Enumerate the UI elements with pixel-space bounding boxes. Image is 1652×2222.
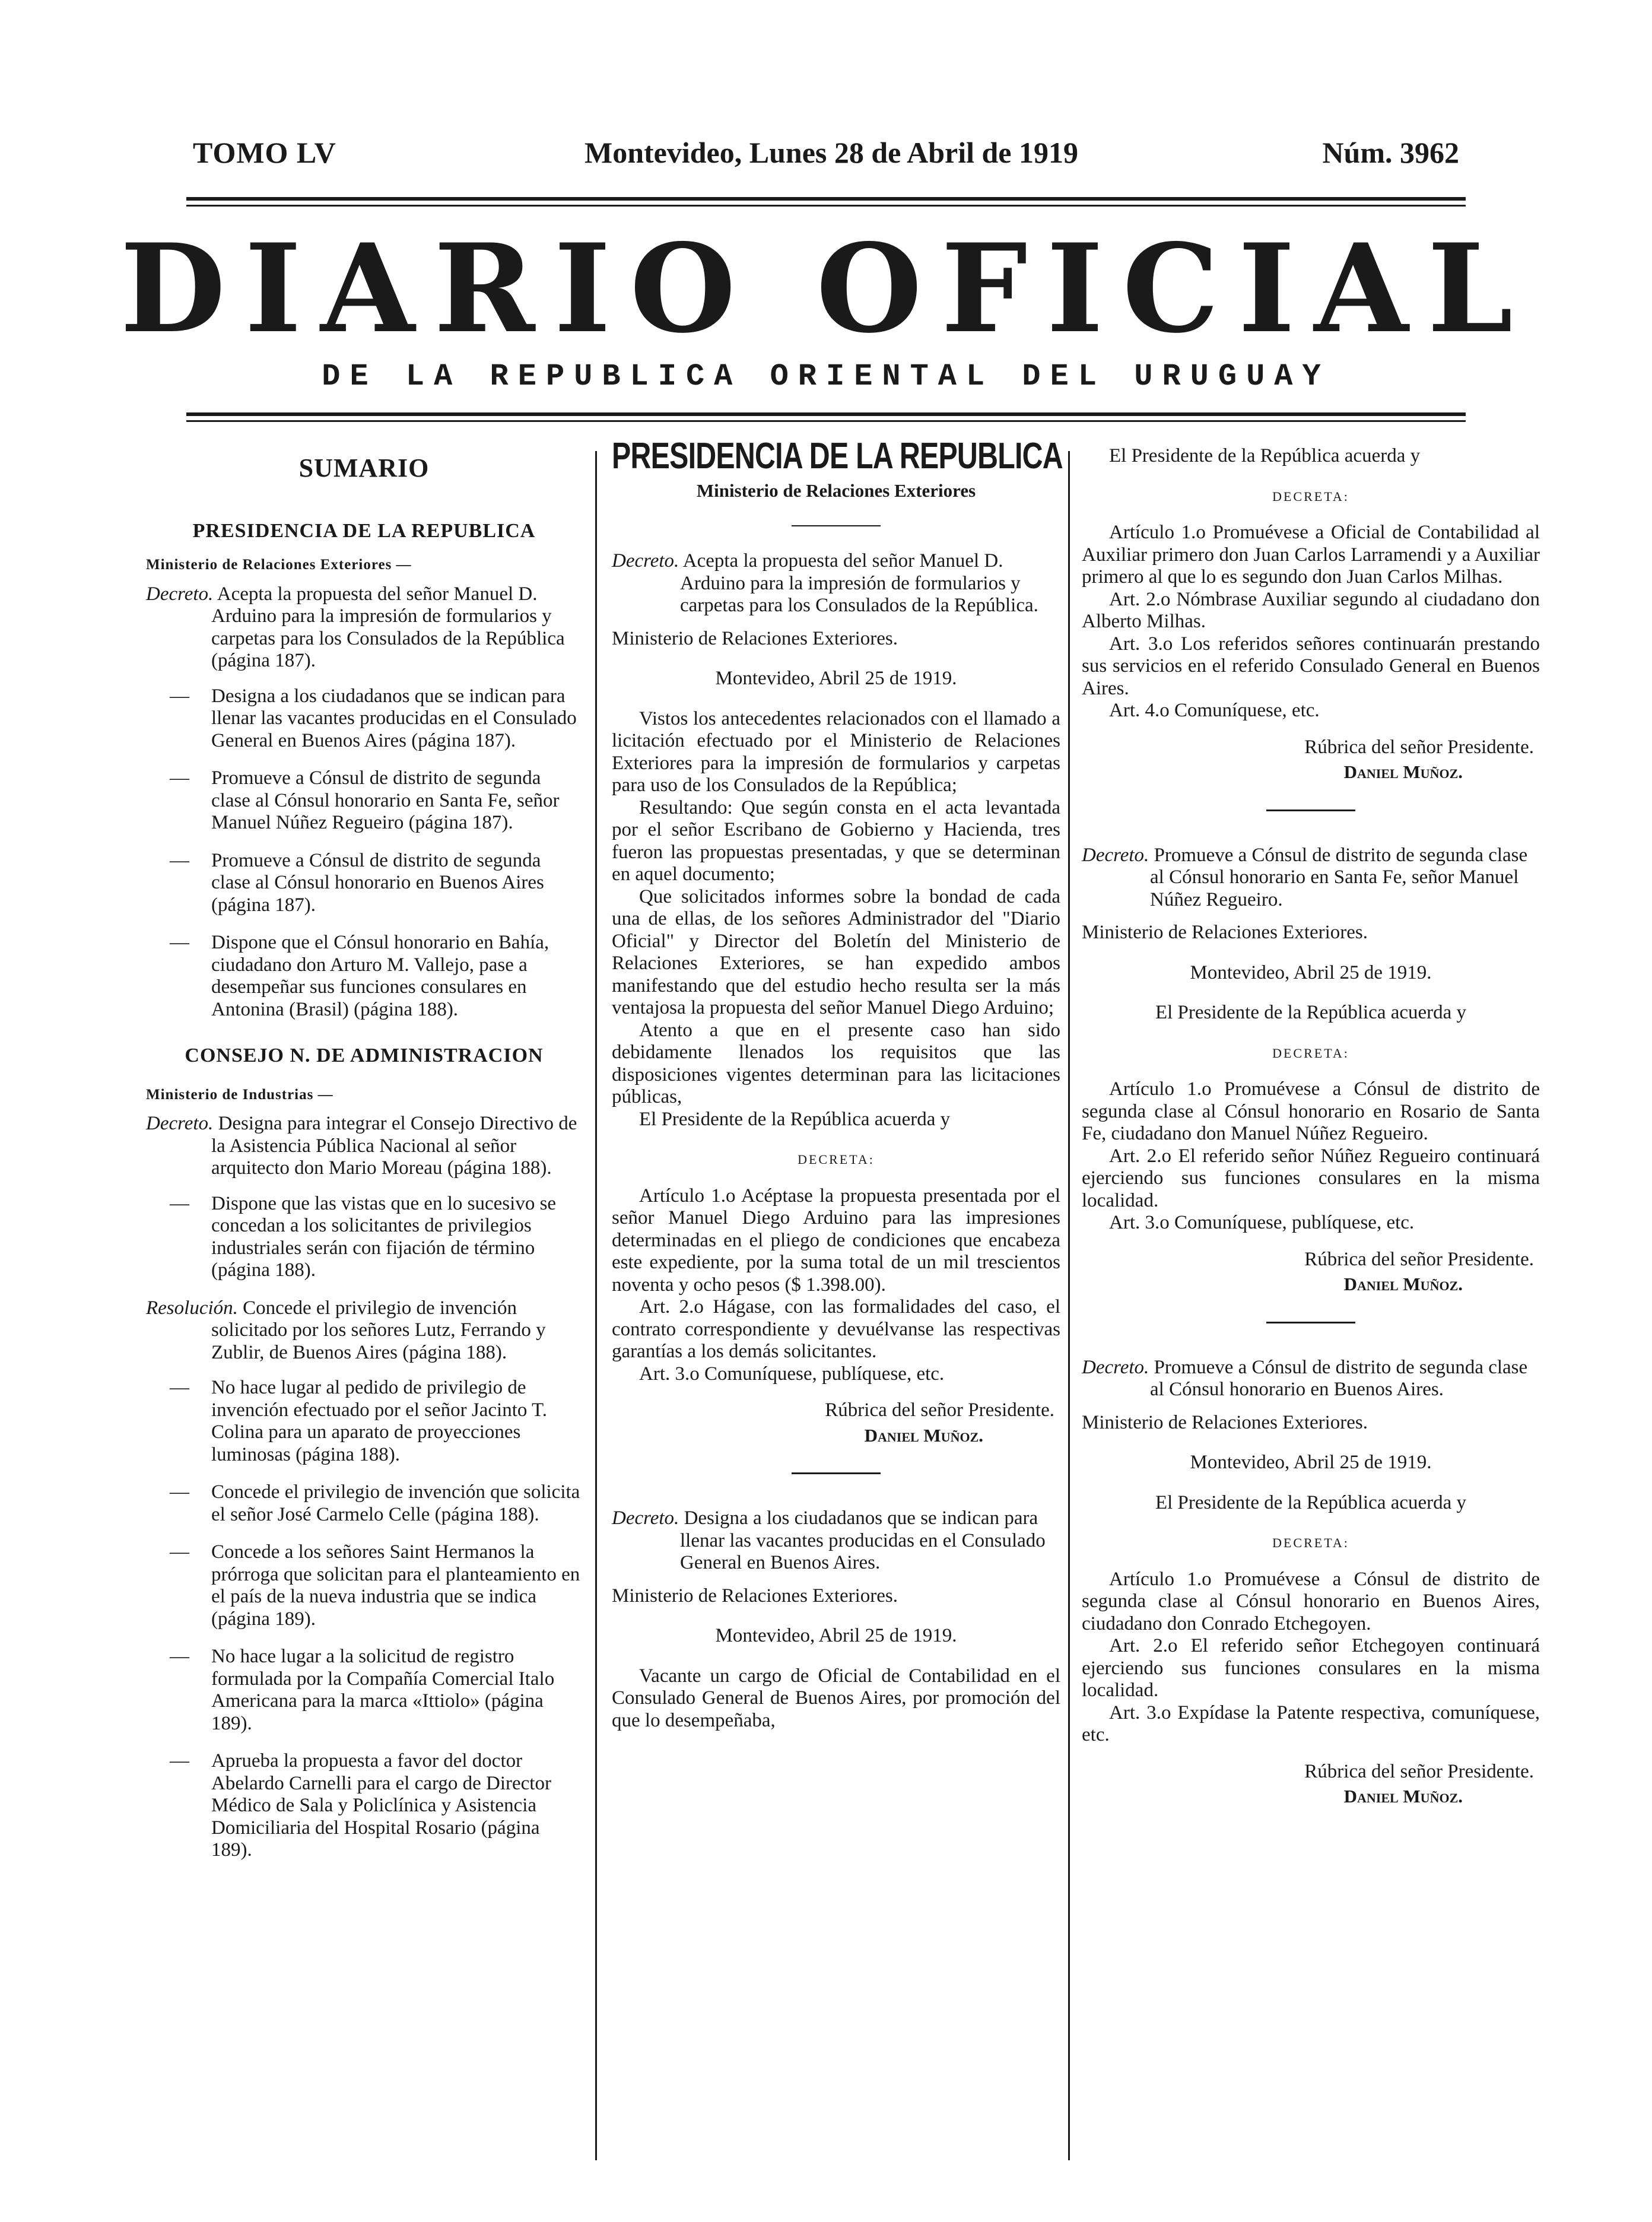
signer-name: Daniel Muñoz. [1343,1786,1463,1807]
paragraph: Resultando: Que según consta en el acta levantada por el señor Escribano de Gobierno y Hacienda, tres fueron las propuestas presentadas, y que se determinan en aquel documento; [612,796,1060,885]
ministry-line: Ministerio de Relaciones Exteriores. [612,1585,898,1607]
sumario-entry: — Aprueba la propuesta a favor del doctor Abelardo Carnelli para el cargo de Director Médico de Sala y Policlínica y Asistencia Domiciliaria del Hospital Rosario (página 189). [146,1750,582,1862]
ministry-subheading: Ministerio de Relaciones Exteriores [696,480,976,501]
rubrica-line: Rúbrica del señor Presidente. [825,1399,1054,1421]
article: Art. 3.o Expídase la Patente respectiva, comuníquese, etc. [1082,1702,1540,1745]
sumario-ministry-rree: Ministerio de Relaciones Exteriores — [146,557,412,573]
decreto-summary [1082,1357,1540,1401]
paragraph: Que solicitados informes sobre la bondad de cada una de ellas, de los señores Administrador del "Diario Oficial" y Director del Boletín del Ministerio de Relaciones Exteriores, se han expedido ambos manifestando que del estudio hecho resulta ser la más ventajosa la propuesta del señor Manuel Diego Arduino; [612,885,1060,1018]
sumario-entry: — Dispone que el Cónsul honorario en Bahía, ciudadano don Arturo M. Vallejo, pase a desempeñar sus funciones consulares en Antonina (Brasil) (página 188). [146,932,582,1021]
paragraph: Vacante un cargo de Oficial de Contabilidad en el Consulado General de Buenos Aires, por promoción del que lo desempeñaba, [612,1665,1060,1731]
sumario-ministry-industrias: Ministerio de Industrias — [146,1086,333,1103]
date-line: Montevideo, Abril 25 de 1919. [1190,961,1432,983]
paragraph: El Presidente de la República acuerda y [1155,1002,1467,1023]
sumario-heading: SUMARIO [298,453,430,483]
section-rule [792,525,881,526]
decreta-label: DECRETA: [1272,1045,1349,1061]
sumario-column [146,445,582,1877]
sumario-entry: — No hace lugar al pedido de privilegio de invención efectuado por el señor Jacinto T. Colina para un aparato de proyecciones luminosas (página 188). [146,1377,582,1466]
sumario-entry: — Designa a los ciudadanos que se indican para llenar las vacantes producidas en el Consulado General en Buenos Aires (página 187). [146,685,582,753]
ministry-line: Ministerio de Relaciones Exteriores. [1082,1411,1368,1433]
rubrica-line: Rúbrica del señor Presidente. [1304,1760,1534,1782]
decreto-summary-text: Promueve a Cónsul de distrito de segunda clase al Cónsul honorario en Santa Fe, señor Manuel Núñez Regueiro. [1150,844,1528,910]
decreto-summary [612,550,1060,617]
entry-lead: Resolución. [146,1297,238,1319]
sumario-entry: — Promueve a Cónsul de distrito de segunda clase al Cónsul honorario en Santa Fe, señor Manuel Núñez Regueiro (página 187). [146,767,582,834]
article: Artículo 1.o Promuévese a Cónsul de distrito de segunda clase al Cónsul honorario en Buenos Aires, ciudadano don Conrado Etchegoyen. [1082,1568,1540,1634]
article: Art. 2.o El referido señor Núñez Regueiro continuará ejerciendo sus funciones consulares en la misma localidad. [1082,1145,1540,1211]
sumario-entry: — Concede el privilegio de invención que solicita el señor José Carmelo Celle (página 188). [146,1481,582,1526]
date-line: Montevideo, Abril 25 de 1919. [715,1625,957,1646]
ministry-line: Ministerio de Relaciones Exteriores. [612,627,898,649]
entry-lead: Decreto. [146,583,214,605]
article: Art. 3.o Comuníquese, publíquese, etc. [1109,1212,1415,1233]
paragraph: El Presidente de la República acuerda y [1155,1491,1467,1513]
decreto-summary [612,1507,1060,1575]
ministry-line: Ministerio de Relaciones Exteriores. [1082,922,1368,943]
decreto-vacantes [612,1507,1060,1732]
signer-name: Daniel Muñoz. [864,1424,983,1446]
sumario-entry [146,1297,582,1364]
decreta-label: DECRETA: [798,1152,875,1167]
masthead-topline [193,135,1459,171]
section-rule [1266,1322,1355,1323]
article: Art. 2.o Nómbrase Auxiliar segundo al ciudadano don Alberto Milhas. [1082,588,1540,632]
decreto-arduino [612,550,1060,1446]
volume-label: TOMO LV [193,136,336,169]
masthead-rule-top-thin [186,205,1466,207]
masthead-rule-bottom-thin [186,420,1466,422]
article: Art. 3.o Los referidos señores continuarán prestando sus servicios en el referido Consulado General en Buenos Aires. [1082,633,1540,699]
masthead-rule-bottom [186,412,1466,416]
article: Artículo 1.o Promuévese a Oficial de Contabilidad al Auxiliar primero don Juan Carlos Larramendi y a Auxiliar primero al que lo es segundo don Juan Carlos Milhas. [1082,522,1540,588]
masthead-rule-top [186,197,1466,201]
section-rule [1266,810,1355,811]
sumario-entry: — Dispone que las vistas que en lo sucesivo se concedan a los solicitantes de privilegios industriales serán con fijación de término (página 188). [146,1193,582,1282]
paragraph: Vistos los antecedentes relacionados con el llamado a licitación efectuado por el Ministerio de Relaciones Exteriores para la impresión de formularios y carpetas para uso de los Consulados de la República; [612,707,1060,796]
article: Art. 3.o Comuníquese, publíquese, etc. [639,1363,945,1385]
decreto-lead: Decreto. [1082,1356,1149,1378]
date-line: Montevideo, Abril 25 de 1919. [715,668,957,689]
article: Artículo 1.o Promuévese a Cónsul de distrito de segunda clase al Cónsul honorario en Rosario de Santa Fe, ciudadano don Manuel Núñez Regueiro. [1082,1078,1540,1144]
article: Art. 2.o Hágase, con las formalidades del caso, el contrato correspondiente y devuélvanse las respectivas garantías a los demás solicitantes. [612,1296,1060,1362]
article: Artículo 1.o Acéptase la propuesta presentada por el señor Manuel Diego Arduino para las impresiones determinadas en el pliego de condiciones que encabeza este expediente, por la suma total de un mil trescientos noventa y ocho pesos ($ 1.398.00). [612,1185,1060,1296]
decreto-summary-text: Promueve a Cónsul de distrito de segunda clase al Cónsul honorario en Buenos Aires. [1150,1356,1528,1400]
decreto-lead: Decreto. [1082,844,1149,866]
presidencia-heading: PRESIDENCIA DE LA REPUBLICA [612,436,1063,477]
decreto-etchegoyen [1082,1357,1540,1808]
issue-number: Núm. 3962 [1322,136,1459,169]
sumario-entry: — No hace lugar a la solicitud de registro formulada por la Compañía Comercial Italo Americana para la marca «Ittiolo» (página 189). [146,1646,582,1735]
decreto-vacantes-cont [1082,445,1540,783]
signer-name: Daniel Muñoz. [1343,1274,1463,1294]
decreto-summary [1082,845,1540,912]
decreto-summary-text: Designa a los ciudadanos que se indican para llenar las vacantes producidas en el Consulado General en Buenos Aires. [680,1507,1046,1573]
rubrica-line: Rúbrica del señor Presidente. [1304,736,1534,758]
sumario-consejo-heading: CONSEJO N. DE ADMINISTRACION [185,1045,544,1066]
column-divider-1 [595,451,597,2160]
newspaper-title: DIARIO OFICIAL [120,218,1532,360]
entry-text: Concede el privilegio de invención solicitado por los señores Lutz, Ferrando y Zublir, de Buenos Aires (página 188). [211,1297,546,1363]
decreta-label: DECRETA: [1272,1535,1349,1550]
issue-date: Montevideo, Lunes 28 de Abril de 1919 [584,136,1078,169]
entry-lead: Decreto. [146,1113,214,1134]
sumario-entry [146,1113,582,1180]
sumario-entry: — Promueve a Cónsul de distrito de segunda clase al Cónsul honorario en Buenos Aires (página 187). [146,850,582,917]
decreta-label: DECRETA: [1272,488,1349,504]
sumario-presidencia-heading: PRESIDENCIA DE LA REPUBLICA [192,519,536,542]
signer-name: Daniel Muñoz. [1343,761,1463,782]
article: Art. 2.o El referido señor Etchegoyen continuará ejerciendo sus funciones consulares en la misma localidad. [1082,1635,1540,1701]
column-divider-2 [1068,451,1070,2160]
sumario-entry: — Concede a los señores Saint Hermanos la prórroga que solicitan para el planteamiento en el país de la nueva industria que se indica (página 189). [146,1541,582,1630]
article: Art. 4.o Comuníquese, etc. [1109,700,1320,721]
rubrica-line: Rúbrica del señor Presidente. [1304,1248,1534,1270]
decretos-column [1082,445,1540,1826]
paragraph: Atento a que en el presente caso han sido debidamente llenados los requisitos que las disposiciones vigentes determinan para las licitaciones públicas, [612,1019,1060,1107]
sumario-entry [146,583,582,672]
paragraph: El Presidente de la República acuerda y [1109,445,1421,466]
section-rule [792,1472,881,1474]
decreto-lead: Decreto. [612,1507,679,1529]
presidencia-column [612,436,1063,1750]
date-line: Montevideo, Abril 25 de 1919. [1190,1452,1432,1473]
decreto-summary-text: Acepta la propuesta del señor Manuel D. Arduino para la impresión de formularios y carpetas para los Consulados de la República. [680,550,1038,616]
decreto-lead: Decreto. [612,550,679,572]
entry-text: Designa para integrar el Consejo Directivo de la Asistencia Pública Nacional al señor arquitecto don Mario Moreau (página 188). [211,1113,577,1179]
newspaper-subtitle: DE LA REPUBLICA ORIENTAL DEL URUGUAY [322,359,1330,394]
paragraph: El Presidente de la República acuerda y [639,1108,951,1130]
decreto-nunez-regueiro [1082,845,1540,1296]
entry-text: Acepta la propuesta del señor Manuel D. Arduino para la impresión de formularios y carpetas para los Consulados de la República (página 187). [211,583,565,671]
